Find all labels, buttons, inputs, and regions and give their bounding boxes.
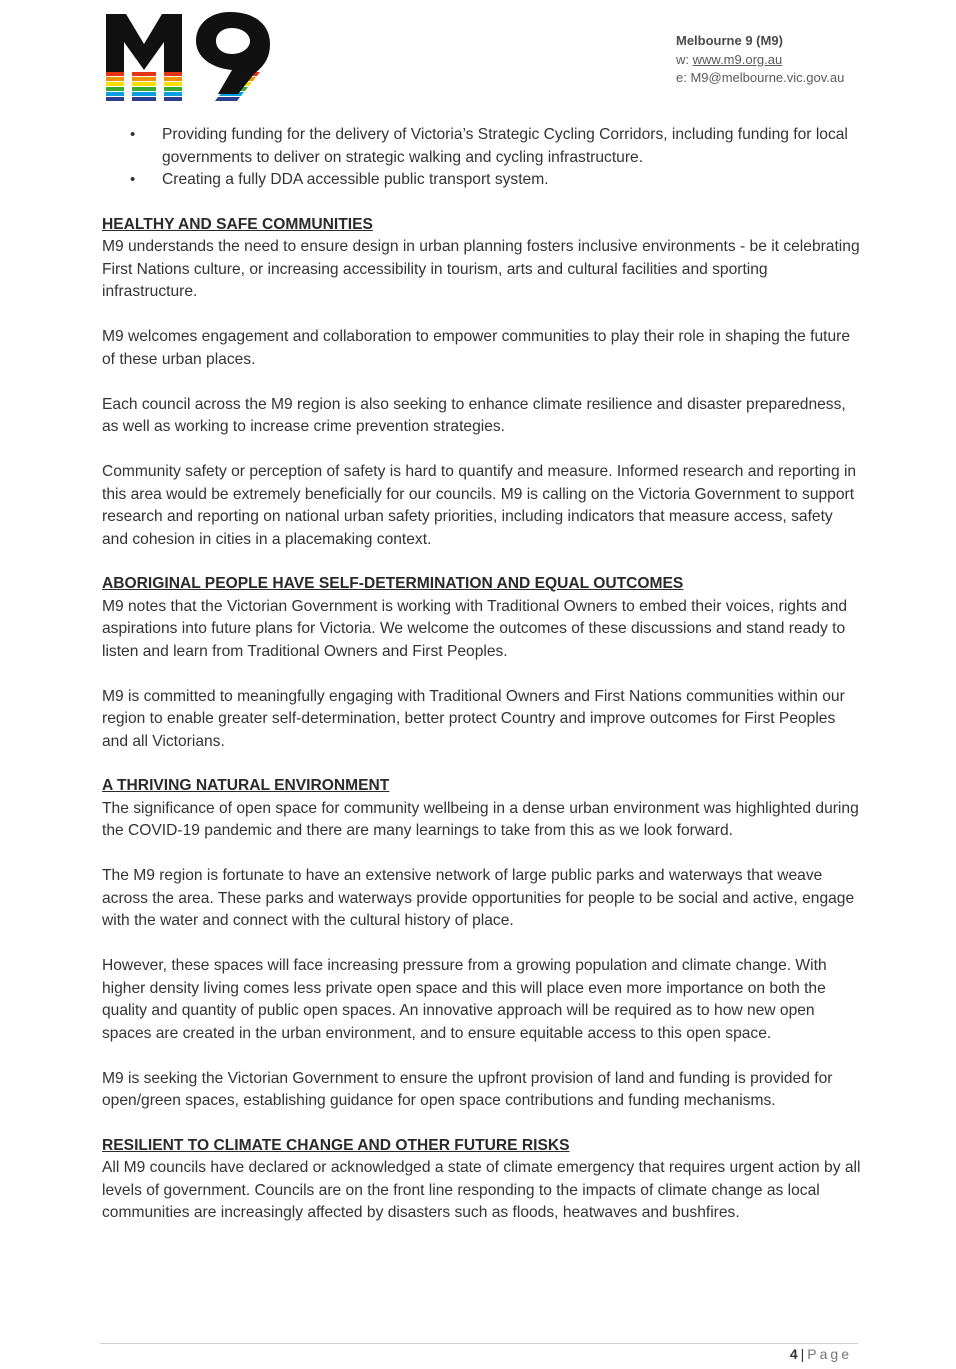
section-heading: RESILIENT TO CLIMATE CHANGE AND OTHER FUTURE RISKS	[102, 1136, 570, 1154]
page-footer	[790, 1346, 852, 1362]
logo-stripe	[132, 82, 156, 86]
logo-stripe	[106, 87, 124, 91]
section-heading: A THRIVING NATURAL ENVIRONMENT	[102, 777, 390, 794]
logo-stripe	[132, 87, 156, 91]
paragraph: M9 welcomes engagement and collaboration to empower communities to play their role in shaping the future of these urban places.	[102, 328, 851, 368]
header-contact	[676, 32, 844, 88]
paragraph: M9 is committed to meaningfully engaging with Traditional Owners and First Nations communities within our region to enable greater self-determination, better protect Country and improve outcomes for First Peoples and all Victorians.	[102, 687, 845, 750]
logo-stripe	[106, 92, 124, 96]
paragraph: However, these spaces will face increasing pressure from a growing population and climate change. With higher density living comes less private open space and this will place even more importance on both the quality and quantity of public open spaces. An innovative approach will be required as to how new open spaces are created in the urban environment, and to ensure equitable access to this open space.	[102, 957, 827, 1042]
logo-stripe	[106, 97, 124, 101]
logo-letters	[106, 12, 270, 94]
paragraph: The significance of open space for community wellbeing in a dense urban environment was highlighted during the COVID-19 pandemic and there are many learnings to take from this as we look forward.	[102, 799, 859, 839]
logo-stripe	[132, 97, 156, 101]
header-email-line	[676, 69, 844, 88]
web-link[interactable]: www.m9.org.au	[692, 51, 783, 67]
logo-stripe	[164, 87, 182, 91]
header-org-name: Melbourne 9 (M9)	[676, 33, 783, 48]
email-address[interactable]: M9@melbourne.vic.gov.au	[690, 70, 845, 85]
logo-stripe	[164, 72, 182, 76]
section-heading: ABORIGINAL PEOPLE HAVE SELF-DETERMINATION AND EQUAL OUTCOMES	[102, 575, 684, 592]
email-prefix: e:	[676, 70, 691, 85]
logo-stripe	[164, 92, 182, 96]
bullet-list	[102, 124, 862, 192]
paragraph: All M9 councils have declared or acknowledged a state of climate emergency that requires urgent action by all levels of government. Councils are on the front line responding to the impacts of climate change as local communities are increasingly affected by disasters such as floods, heatwaves and bushfires.	[102, 1159, 861, 1221]
section-heading: HEALTHY AND SAFE COMMUNITIES	[102, 215, 373, 233]
header-web-line	[676, 51, 844, 70]
logo-stripe	[215, 97, 240, 101]
bullet-item: • Providing funding for the delivery of Victoria’s Strategic Cycling Corridors, including funding for local governments to deliver on strategic walking and cycling infrastructure.	[102, 124, 862, 169]
page-number: 4	[789, 1346, 798, 1362]
bullet-item: • Creating a fully DDA accessible public transport system.	[102, 169, 862, 192]
logo-stripe	[132, 77, 156, 81]
logo-stripe	[132, 72, 156, 76]
document-body	[102, 124, 862, 1225]
logo-stripe	[164, 97, 182, 101]
paragraph: M9 is seeking the Victorian Government to ensure the upfront provision of land and funding is provided for open/green spaces, establishing guidance for open space contributions and funding mechanisms.	[102, 1069, 833, 1109]
footer-separator: |	[800, 1346, 805, 1362]
logo-stripe	[106, 77, 124, 81]
logo-stripe	[106, 72, 124, 76]
logo-stripe	[106, 82, 124, 86]
logo-stripe	[164, 82, 182, 86]
paragraph: Community safety or perception of safety is hard to quantify and measure. Informed research and reporting in this area would be extremely beneficially for our councils. M9 is calling on the Victoria Government to support research and reporting on national urban safety priorities, including indicators that measure access, safety and cohesion in cities in a placemaking context.	[102, 463, 857, 548]
m9-logo	[104, 10, 274, 102]
footer-divider	[100, 1343, 858, 1344]
paragraph: Each council across the M9 region is also seeking to enhance climate resilience and disaster preparedness, as well as working to increase crime prevention strategies.	[102, 395, 846, 435]
page-label: Page	[807, 1346, 852, 1362]
logo-stripe	[132, 92, 156, 96]
paragraph: M9 understands the need to ensure design in urban planning fosters inclusive environments - be it celebrating First Nations culture, or increasing accessibility in tourism, arts and cultural facilities and sporting infrastructure.	[102, 238, 860, 300]
paragraph: M9 notes that the Victorian Government is working with Traditional Owners to embed their voices, rights and aspirations into future plans for Victoria. We welcome the outcomes of these discussions and stand ready to listen and learn from Traditional Owners and First Peoples.	[102, 597, 848, 660]
web-prefix: w:	[676, 51, 693, 67]
logo-stripe	[164, 77, 182, 81]
paragraph: The M9 region is fortunate to have an extensive network of large public parks and waterways that weave across the area. These parks and waterways provide opportunities for people to be social and active, engage with the water and connect with the cultural history of place.	[102, 867, 855, 929]
